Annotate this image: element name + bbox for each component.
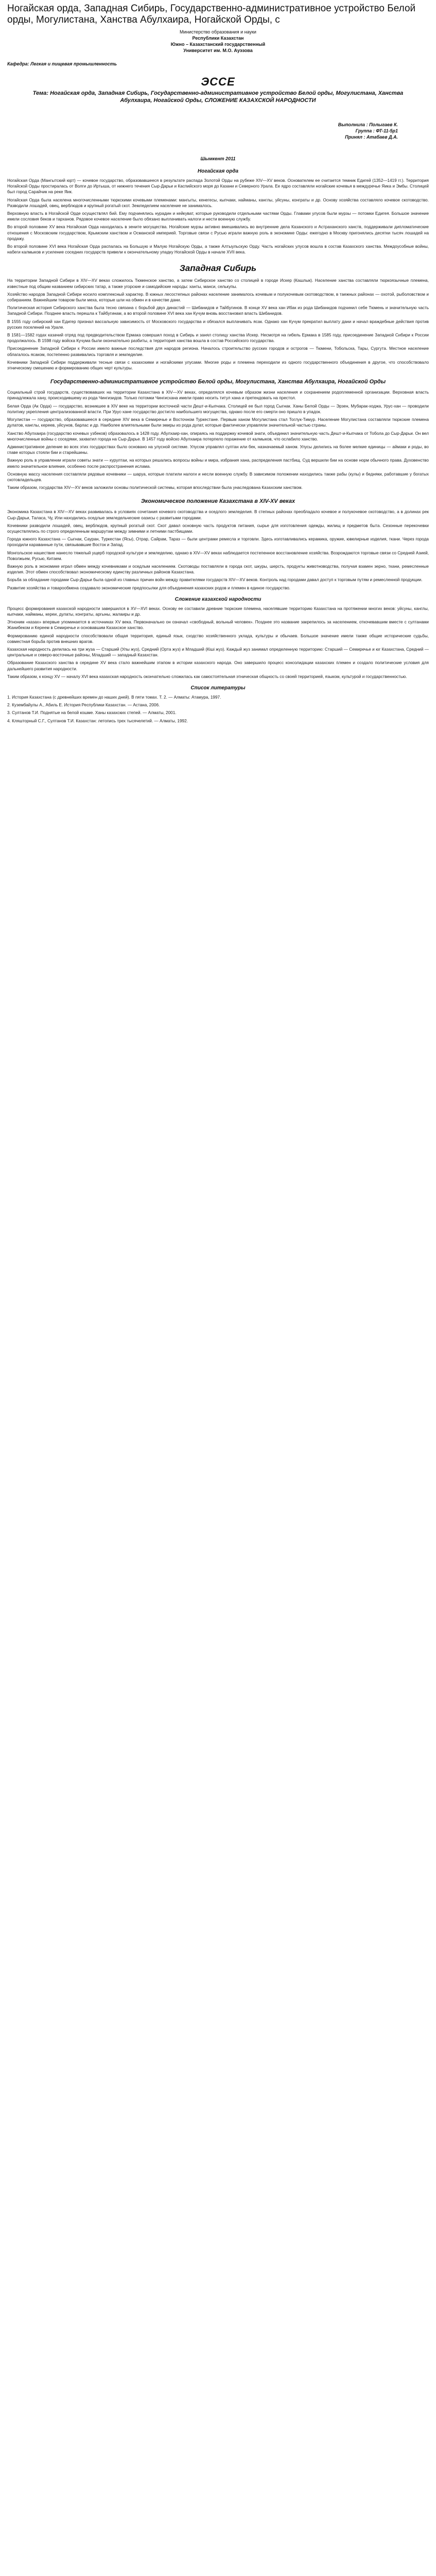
section-heading: Ногайская орда: [197, 168, 239, 174]
paragraph: Экономика Казахстана в XIV—XV веках развивалась в условиях сочетания кочевого скотоводства и оседлого земледелия. В степных районах преобладало кочевое и полукочевое скотоводство, а в долинах рек Сыр-Дарьи, Таласа, Чу, Или находились оседлые земледельческие оазисы с развитыми городами.: [7, 510, 429, 520]
paragraph: Развитие хозяйства и товарообмена создавало экономические предпосылки для объединения казахских родов и племен в единое государство.: [7, 585, 291, 590]
paragraph: Образование Казахского ханства в середине XV века стало важнейшим этапом в истории казахского народа. Оно завершило процесс консолидации казахских племен и создало политические условия для дальнейшего развития народности.: [7, 660, 429, 671]
paragraph: Социальный строй государств, существовавших на территории Казахстана в XIV—XV веках, определялся кочевым образом жизни населения и сохранением родоплеменной организации. Верховная власть принадлежала хану, происходившему из рода Чингизидов. Только потомки Чингисхана имели право носить титул хана и претендовать на престол.: [7, 390, 429, 401]
paragraph: Монгольское нашествие нанесло тяжелый ущерб городской культуре и земледелию, однако в XIV—XV веках наблюдается постепенное восстановление хозяйства. Возрождаются торговые связи со Средней Азией, Поволжьем, Русью, Китаем.: [7, 550, 429, 561]
city-year: Шымкент 2011: [200, 156, 236, 161]
paragraph: Ногайская Орда была населена многочисленными тюркскими кочевыми племенами: мангыты, кенегесы, кыпчаки, найманы, канглы, уйсуны, конграты и др. Основу хозяйства составляло кочевое скотоводство. Разводили лошадей, овец, верблюдов и крупный рогатый скот. Земледелием население не занималось.: [7, 197, 429, 208]
paragraph: Этноним «казах» впервые упоминается в источниках XV века. Первоначально он означал «свободный, вольный человек». Позднее это название закрепилось за населением, откочевавшим вместе с султанами Жанибеком и Кереем в Семиречье и основавшим Казахское ханство.: [7, 620, 429, 631]
paragraph: Города южного Казахстана — Сыгнак, Сауран, Туркестан (Ясы), Отрар, Сайрам, Тараз — были центрами ремесла и торговли. Здесь изготавливались керамика, оружие, ювелирные изделия, ткани. Через города проходили караванные пути, связывавшие Восток и Запад.: [7, 537, 429, 548]
paragraph: Важную роль в экономике играл обмен между кочевниками и оседлым населением. Скотоводы поставляли в города скот, шкуры, шерсть, продукты животноводства, получая взамен зерно, ткани, ремесленные изделия. Этот обмен способствовал экономическому единству различных районов Казахстана.: [7, 564, 429, 575]
paragraph: Борьба за обладание городами Сыр-Дарьи была одной из главных причин войн между правителями государств XIV—XV веков. Контроль над городами давал доступ к торговым путям и ремесленной продукции.: [7, 578, 423, 583]
document-title: Ногайская орда, Западная Сибирь, Государственно-административное устройство Белой орды, Могулистана, Ханства Абулхаира, Ногайской Орды, с: [7, 3, 416, 25]
section-heading: Список литературы: [190, 685, 246, 691]
paragraph: Хозяйство народов Западной Сибири носило комплексный характер. В южных лесостепных районах население занималось кочевым и полукочевым скотоводством, в таежных районах — охотой, рыболовством и собиранием. Важнейшим товаром были меха, которые шли на обмен и в качестве дани.: [7, 292, 429, 303]
essay-heading: ЭССЕ: [201, 75, 235, 88]
section-heading: Экономическое положение Казахстана в XIV-XV веках: [141, 498, 295, 505]
paragraph: Важную роль в управлении играли советы знати — курултаи, на которых решались вопросы войны и мира, избрания хана, распределения пастбищ. Суд вершили бии на основе норм обычного права. Духовенство имело значительное влияние, особенно после распространения ислама.: [7, 458, 429, 469]
document-body: [7, 168, 429, 724]
paragraph: В 1555 году сибирский хан Едигер признал вассальную зависимость от Московского государства и обязался выплачивать ясак. Однако хан Кучум прекратил выплату дани и начал враждебные действия против русских поселений на Урале.: [7, 319, 429, 330]
section-heading: Западная Сибирь: [179, 263, 257, 274]
paragraph: Присоединение Западной Сибири к России имело важные последствия для народов региона. Началось строительство русских городов и острогов — Тюмени, Тобольска, Тары, Сургута. Местное население облагалось ясаком, постепенно развивались торговля и земледелие.: [7, 346, 429, 357]
paragraph: Могулистан — государство, образовавшееся в середине XIV века в Семиречье и Восточном Туркестане. Первым ханом Могулистана стал Тоглук-Тимур. Население Могулистана составляли тюркские племена дулатов, канглы, кереев, уйсунов, барлас и др. Наиболее влиятельными были эмиры из рода дулат, которые фактически управляли значительной частью страны.: [7, 417, 429, 428]
author-line-2: Группа : ФТ-11-5р1: [355, 128, 398, 133]
paragraph: Таким образом, к концу XV — началу XVI века казахская народность окончательно сложилась как самостоятельная этническая общность со своей территорией, языком, культурой и государственностью.: [7, 674, 407, 679]
paragraph: На территории Западной Сибири в XIV—XV веках сложилось Тюменское ханство, а затем Сибирское ханство со столицей в городе Искер (Кашлык). Население ханства составляли тюркоязычные племена, известные под общим названием сибирских татар, а также угорские и самодийские народы: ханты, манси, селькупы.: [7, 278, 429, 289]
paragraph: Таким образом, государства XIV—XV веков заложили основы политической системы, которая впоследствии была унаследована Казахским ханством.: [7, 485, 303, 490]
paragraph: Политическая история Сибирского ханства была тесно связана с борьбой двух династий — Шибанидов и Тайбугинов. В конце XV века хан Ибак из рода Шибанидов подчинил себе Тюмень и значительную часть Западной Сибири. Позднее власть перешла к Тайбугинам, а во второй половине XVI века хан Кучум вновь восстановил власть Шибанидов.: [7, 306, 429, 316]
paragraph: Ханство Абулхаира (государство кочевых узбеков) образовалось в 1428 году. Абулхаир-хан, опираясь на поддержку кочевой знати, объединил значительную часть Дешт-и-Кыпчака от Тобола до Сыр-Дарьи. Он вел многочисленные войны с соседями, захватил города на Сыр-Дарье. В 1457 году войско Абулхаира потерпело поражение от калмыков, что ослабило ханство.: [7, 431, 429, 442]
department-line: Кафедра: Легкая и пищевая промышленность: [7, 61, 117, 66]
paragraph: 3. Султанов Т.И. Поднятые на белой кошме. Ханы казахских степей. — Алматы, 2001.: [7, 710, 177, 716]
paragraph: Административное деление во всех этих государствах было основано на улусной системе. Улусом управлял султан или бек, назначаемый ханом. Улусы делились на более мелкие единицы — аймаки и роды, во главе которых стояли бии и старейшины.: [7, 444, 429, 455]
paragraph: Кочевники разводили лошадей, овец, верблюдов, крупный рогатый скот. Скот давал основную часть продуктов питания, сырье для изготовления одежды, жилищ и предметов быта. Сезонные перекочевки осуществлялись по строго определенным маршрутам между зимними и летними пастбищами.: [7, 523, 429, 534]
paragraph: Верховную власть в Ногайской Орде осуществлял бий. Ему подчинялись нурадин и кейкуват, которые руководили отдельными частями Орды. Главами улусов были мурзы — потомки Едигея. Большое значение имели сословия беков и тарханов. Рядовое кочевое население было обязано выплачивать налоги и нести военную службу.: [7, 211, 429, 222]
university-line-1: Южно – Казахстанский государственный: [170, 42, 266, 47]
paragraph: Во второй половине XV века Ногайская Орда находилась в зените могущества. Ногайские мурзы активно вмешивались во внутренние дела Казанского и Астраханского ханств, поддерживали дипломатические отношения с Московским государством, Крымским ханством и Османской империей. Торговые связи с Русью играли важную роль в экономике Орды: ежегодно в Москву пригонялись десятки тысяч лошадей на продажу.: [7, 225, 429, 241]
paragraph: Казахская народность делилась на три жуза — Старший (Улы жуз), Средний (Орта жуз) и Младший (Кіші жуз). Каждый жуз занимал определенную территорию: Старший — Семиречье и юг Казахстана, Средний — центральные и северо-восточные районы, Младший — западный Казахстан.: [7, 647, 429, 658]
section-heading: Государственно-административное устройство Белой орды, Могулистана, Ханства Абулхаира, Ногайской Орды: [50, 379, 386, 385]
ministry-line: Министерство образования и науки: [180, 29, 256, 35]
essay-topic: Тема: Ногайская орда, Западная Сибирь, Государственно-административное устройство Белой орды, Могулистана, Ханства Абулхаира, Ногайской Орды, СЛОЖЕНИЕ КАЗАХСКОЙ НАРОДНОСТИ: [32, 90, 404, 104]
paragraph: Ногайская Орда (Мангытский юрт) — кочевое государство, образовавшееся в результате распада Золотой Орды на рубеже XIV—XV веков. Основателем ее считается темник Едигей (1352—1419 гг.). Территория Ногайской Орды простиралась от Волги до Иртыша, от нижнего течения Сыр-Дарьи и Каспийского моря до Казани и Северного Урала. Ее ядро составляли ногайские кочевья в междуречье Яика и Эмбы. Столицей был город Сарайчик на реке Яик.: [7, 178, 429, 195]
author-line-1: Выполнила : Полыгаев К.: [338, 122, 398, 127]
section-heading: Сложение казахской народности: [175, 596, 261, 602]
paragraph: Формированию единой народности способствовали общая территория, единый язык, сходство хозяйственного уклада, культуры и обычаев. Большое значение имели также общие исторические судьбы, совместная борьба против внешних врагов.: [7, 633, 429, 644]
paragraph: Основную массу населения составляли рядовые кочевники — шаруа, которые платили налоги и несли военную службу. В зависимом положении находились также рабы (кулы) и бедняки, работавшие у богатых скотовладельцев.: [7, 471, 429, 482]
paragraph: Процесс формирования казахской народности завершился в XV—XVI веках. Основу ее составили древние тюркские племена, населявшие территорию Казахстана на протяжении многих веков: уйсуны, канглы, кыпчаки, найманы, кереи, дулаты, конграты, аргыны, жалаиры и др.: [7, 606, 429, 617]
republic-line: Республики Казахстан: [192, 36, 244, 41]
paragraph: Во второй половине XVI века Ногайская Орда распалась на Большую и Малую Ногайскую Орды, а также Алтыульскую Орду. Часть ногайских улусов вошла в состав Казахского ханства. Междоусобные войны, набеги калмыков и усиление соседних государств привели к окончательному упадку Ногайской Орды в начале XVII века.: [7, 244, 429, 255]
paragraph: Белая Орда (Ак Орда) — государство, возникшее в XIV веке на территории восточной части Дешт-и-Кыпчака. Столицей ее был город Сыгнак. Ханы Белой Орды — Эрзен, Мубарак-ходжа, Урус-хан — проводили политику укрепления централизованной власти. При Урус-хане государство достигло наибольшего могущества, однако после его смерти оно пришло в упадок.: [7, 403, 429, 414]
paragraph: 2. Кузембайулы А., Абиль Е. История Республики Казахстан. — Астана, 2006.: [7, 703, 160, 708]
paragraph: В 1581—1582 годах казачий отряд под предводительством Ермака совершил поход в Сибирь и занял столицу ханства Искер. Несмотря на гибель Ермака в 1585 году, присоединение Западной Сибири к России продолжалось. В 1598 году войска Кучума были окончательно разбиты, а территория ханства вошла в состав Российского государства.: [7, 333, 429, 344]
paragraph: 1. История Казахстана (с древнейших времен до наших дней). В пяти томах. Т. 2. — Алматы: Атамура, 1997.: [7, 695, 221, 700]
paragraph: 4. Кляшторный С.Г., Султанов Т.И. Казахстан: летопись трех тысячелетий. — Алматы, 1992.: [7, 718, 188, 723]
author-line-3: Принял : Атабаев Д.А.: [345, 134, 398, 140]
university-line-2: Университет им. М.О. Ауэзова: [183, 48, 253, 53]
paragraph: Кочевники Западной Сибири поддерживали тесные связи с казахскими и ногайскими улусами. Многие роды и племена переходили из одного государственного объединения в другое, что способствовало этническому смешению и формированию общих черт культуры.: [7, 360, 429, 371]
